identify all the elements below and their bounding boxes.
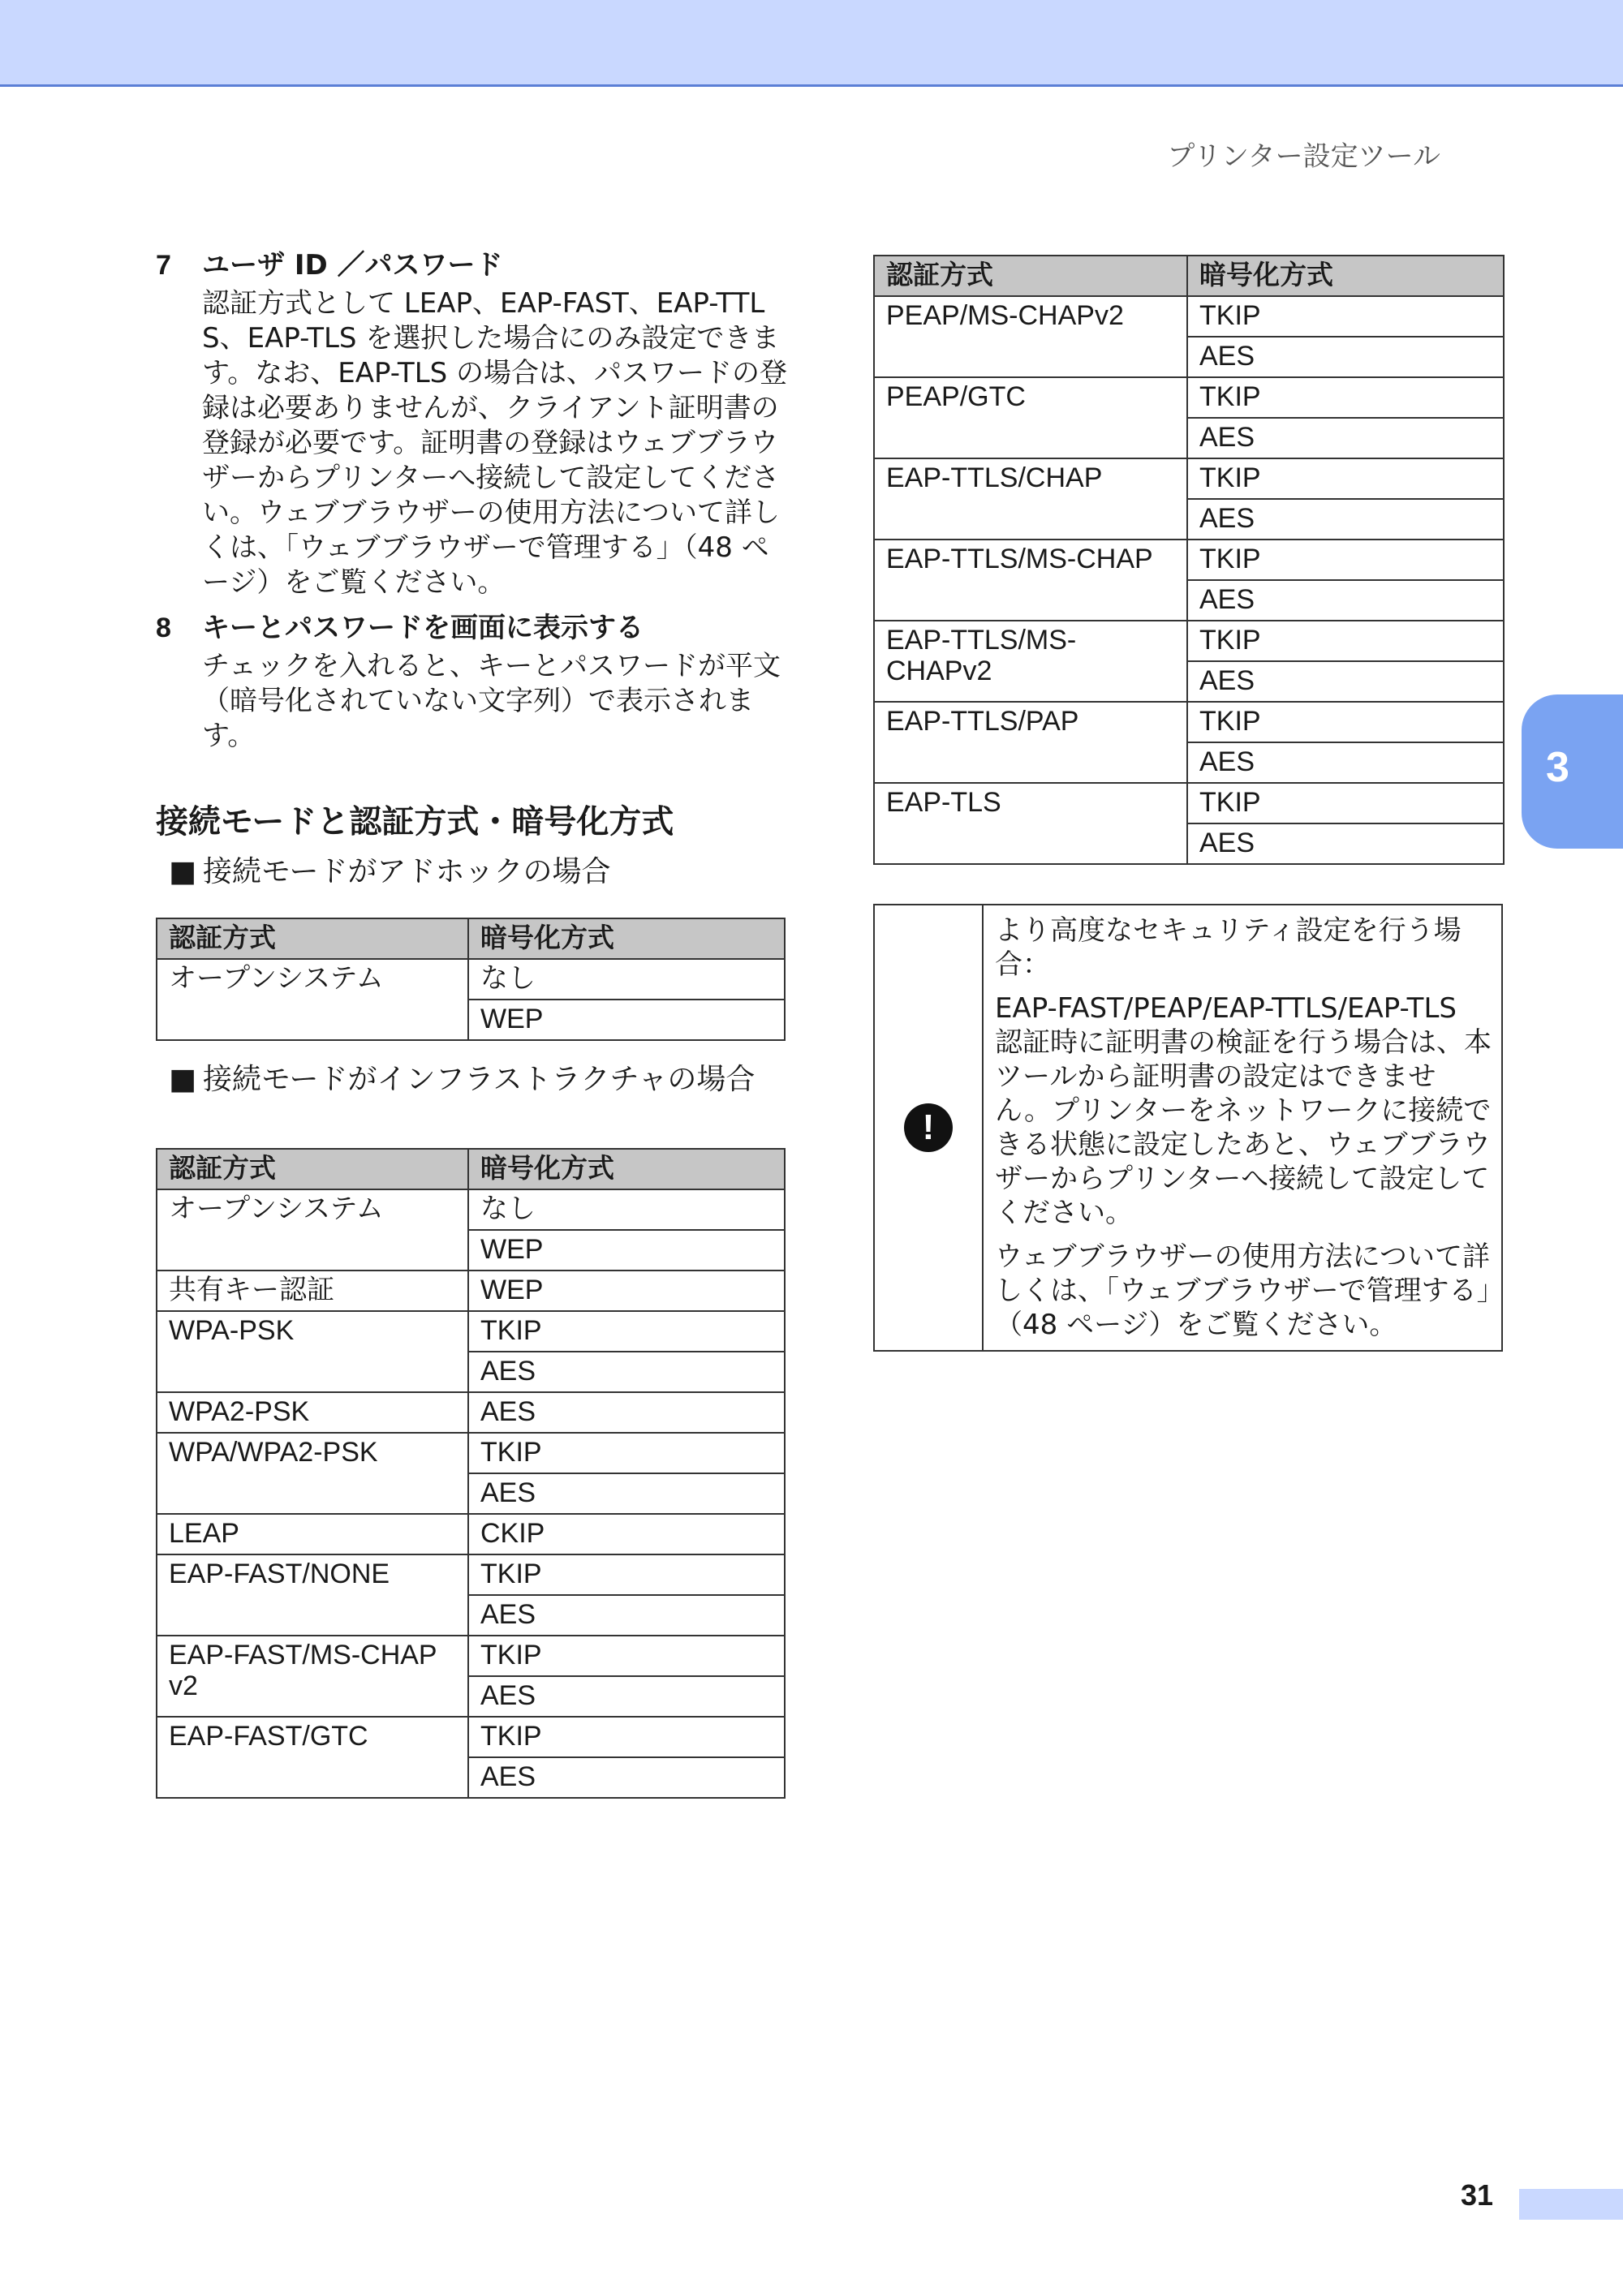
left-column xyxy=(156,247,789,1799)
enc-cell: AES xyxy=(468,1352,785,1392)
bullet-adhoc xyxy=(169,851,789,893)
item-title: ユーザ ID ／パスワード xyxy=(202,249,503,282)
item-description: 認証方式として LEAP、EAP-FAST、EAP-TTLS、EAP-TLS を選択した場合にのみ設定できます。なお、EAP-TLS の場合は、パスワードの登録は必要ありませんが、クライアント証明書の登録が必要です。証明書の登録はウェブブラウザーからプリンターへ接続して設定してください。ウェブブラウザーの使用方法について詳しくは、「ウェブブラウザーで管理する」（48 ページ）をご覧ください。 xyxy=(202,287,788,599)
table-row xyxy=(874,702,1504,742)
bullet-text: 接続モードがインフラストラクチャの場合 xyxy=(203,1063,756,1096)
enc-cell: WEP xyxy=(468,1000,785,1040)
auth-cell: EAP-TLS xyxy=(874,783,1187,864)
enc-cell: TKIP xyxy=(468,1311,785,1352)
enc-cell: TKIP xyxy=(1187,458,1504,499)
enc-cell: AES xyxy=(1187,418,1504,458)
auth-cell: EAP-TTLS/MS-CHAPv2 xyxy=(874,621,1187,702)
table-row xyxy=(157,1636,785,1676)
header-auth: 認証方式 xyxy=(157,918,468,959)
enc-cell: AES xyxy=(1187,823,1504,864)
auth-cell: PEAP/MS-CHAPv2 xyxy=(874,296,1187,377)
auth-cell: EAP-FAST/GTC xyxy=(157,1717,468,1798)
enc-cell: AES xyxy=(468,1595,785,1636)
header-enc: 暗号化方式 xyxy=(1187,256,1504,296)
note-icon-cell xyxy=(875,905,984,1350)
enc-cell: AES xyxy=(1187,499,1504,540)
table-row xyxy=(874,540,1504,580)
table-row xyxy=(874,458,1504,499)
item-title: キーとパスワードを画面に表示する xyxy=(202,612,644,644)
header-enc: 暗号化方式 xyxy=(468,918,785,959)
auth-cell: WPA/WPA2-PSK xyxy=(157,1433,468,1514)
auth-cell: オープンシステム xyxy=(157,1189,468,1271)
section-title: 接続モードと認証方式・暗号化方式 xyxy=(156,803,674,841)
enc-cell: TKIP xyxy=(1187,377,1504,418)
footer-bar xyxy=(1519,2189,1623,2220)
exclamation-icon: ! xyxy=(904,1103,953,1152)
bullet-square-icon: ■ xyxy=(169,855,197,888)
enc-cell: AES xyxy=(468,1392,785,1433)
list-item-7 xyxy=(156,247,789,600)
auth-cell: EAP-FAST/MS-CHAP v2 xyxy=(157,1636,468,1717)
note-paragraph: より高度なセキュリティ設定を行う場合： xyxy=(995,914,1462,981)
table-row xyxy=(157,1311,785,1352)
table-row xyxy=(157,1392,785,1433)
note-box xyxy=(873,904,1503,1352)
table-row xyxy=(157,959,785,1000)
auth-cell: EAP-TTLS/MS-CHAP xyxy=(874,540,1187,621)
note-paragraph: EAP-FAST/PEAP/EAP-TTLS/EAP-TLS 認証時に証明書の検証を行う場合は、本ツールから証明書の設定はできません。プリンターをネットワークに接続できる状態に設定したあと、ウェブブラウザーからプリンターへ接続して設定してください。 xyxy=(995,992,1492,1229)
adhoc-table xyxy=(156,918,786,1041)
enc-cell: WEP xyxy=(468,1271,785,1311)
enc-cell: TKIP xyxy=(468,1554,785,1595)
chapter-number: 3 xyxy=(1546,744,1569,791)
enc-cell: TKIP xyxy=(468,1636,785,1676)
bullet-text: 接続モードがアドホックの場合 xyxy=(203,855,611,888)
enc-cell: AES xyxy=(1187,337,1504,377)
running-header: プリンター設定ツール xyxy=(1167,140,1440,173)
item-description: チェックを入れると、キーとパスワードが平文（暗号化されていない文字列）で表示されます。 xyxy=(202,650,781,752)
item-number: 8 xyxy=(156,613,171,643)
note-paragraph: ウェブブラウザーの使用方法について詳しくは、「ウェブブラウザーで管理する」（48 ページ）をご覧ください。 xyxy=(995,1240,1491,1341)
table-row xyxy=(157,1189,785,1230)
enc-cell: AES xyxy=(468,1676,785,1717)
auth-cell: EAP-TTLS/CHAP xyxy=(874,458,1187,540)
enc-cell: TKIP xyxy=(468,1717,785,1757)
table-row xyxy=(157,1554,785,1595)
bullet-square-icon: ■ xyxy=(169,1063,197,1096)
auth-cell: EAP-FAST/NONE xyxy=(157,1554,468,1636)
enc-cell: TKIP xyxy=(1187,783,1504,823)
auth-cell: EAP-TTLS/PAP xyxy=(874,702,1187,783)
item-number: 7 xyxy=(156,250,171,281)
right-column xyxy=(873,255,1503,1352)
table-row xyxy=(874,621,1504,661)
table-row xyxy=(157,1271,785,1311)
infra-table-continued xyxy=(873,255,1505,865)
page-number: 31 xyxy=(1461,2178,1494,2212)
enc-cell: WEP xyxy=(468,1230,785,1271)
enc-cell: なし xyxy=(468,1189,785,1230)
enc-cell: AES xyxy=(1187,742,1504,783)
enc-cell: AES xyxy=(1187,580,1504,621)
table-row xyxy=(157,1717,785,1757)
enc-cell: AES xyxy=(468,1473,785,1514)
header-band xyxy=(0,0,1623,87)
table-row xyxy=(157,1514,785,1554)
enc-cell: なし xyxy=(468,959,785,1000)
header-enc: 暗号化方式 xyxy=(468,1149,785,1189)
enc-cell: TKIP xyxy=(1187,621,1504,661)
auth-cell: WPA2-PSK xyxy=(157,1392,468,1433)
table-row xyxy=(874,783,1504,823)
auth-cell: 共有キー認証 xyxy=(157,1271,468,1311)
enc-cell: AES xyxy=(1187,661,1504,702)
bullet-infra xyxy=(169,1059,789,1101)
enc-cell: CKIP xyxy=(468,1514,785,1554)
header-auth: 認証方式 xyxy=(874,256,1187,296)
table-row xyxy=(874,296,1504,337)
header-auth: 認証方式 xyxy=(157,1149,468,1189)
list-item-8 xyxy=(156,610,789,754)
table-row xyxy=(157,1433,785,1473)
note-body xyxy=(984,905,1501,1350)
auth-cell: PEAP/GTC xyxy=(874,377,1187,458)
auth-cell: LEAP xyxy=(157,1514,468,1554)
enc-cell: TKIP xyxy=(1187,702,1504,742)
auth-cell: WPA-PSK xyxy=(157,1311,468,1392)
enc-cell: TKIP xyxy=(468,1433,785,1473)
enc-cell: TKIP xyxy=(1187,540,1504,580)
table-row xyxy=(874,377,1504,418)
infra-table xyxy=(156,1148,786,1799)
chapter-tab xyxy=(1522,694,1623,849)
enc-cell: TKIP xyxy=(1187,296,1504,337)
enc-cell: AES xyxy=(468,1757,785,1798)
auth-cell: オープンシステム xyxy=(157,959,468,1040)
